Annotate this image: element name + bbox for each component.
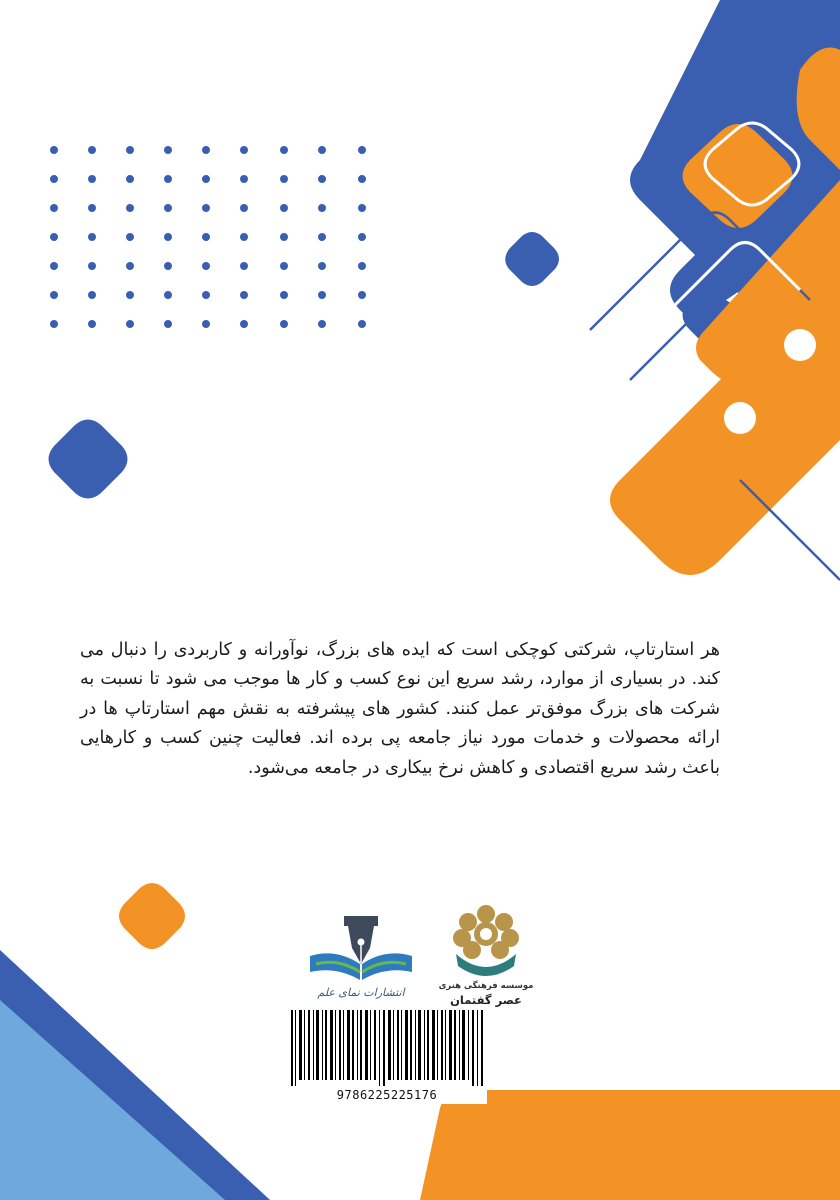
- pen-nib-icon: [296, 908, 426, 988]
- hole-circle: [784, 329, 816, 361]
- isbn-number: 9786225225176: [336, 1088, 438, 1102]
- blue-rounded-diamond: [49, 420, 128, 499]
- institute-name: عصر گفتمان: [450, 993, 522, 1007]
- lotus-emblem-icon: [436, 900, 536, 980]
- institute-logo: [436, 900, 536, 1010]
- barcode-icon: [287, 1008, 487, 1086]
- back-cover-blurb: هر استارتاپ، شرکتی کوچکی است که ایده های بزرگ، نوآورانه و کاربردی را دنبال می کند. در بسیاری از موارد، رشد سریع این نوع کسب و کار ها موجب می شود تا نسبت به شرکت های بزرگ موفق‌تر عمل کنند. کشور های پیشرفته به نقش مهم استارتاپ ها در ارائه محصولات و خدمات مورد نیاز جامعه پی برده اند. فعالیت چنین کسب و کارهایی باعث رشد سریع اقتصادی و کاهش نرخ بیکاری در جامعه می‌شود.: [80, 639, 720, 778]
- blue-outline-line: [740, 480, 840, 580]
- hole-circle: [724, 402, 756, 434]
- orange-rounded-diamond: [119, 883, 185, 949]
- barcode: [287, 1008, 487, 1104]
- blue-rounded-diamond: [505, 232, 559, 286]
- dot-grid: [50, 146, 366, 328]
- publisher-name: انتشارات نمای علم: [317, 986, 405, 999]
- institute-subtitle: موسسه فرهنگی هنری: [438, 981, 534, 991]
- lightblue-corner-triangle: [0, 1000, 225, 1200]
- publisher-logo: [296, 908, 426, 1008]
